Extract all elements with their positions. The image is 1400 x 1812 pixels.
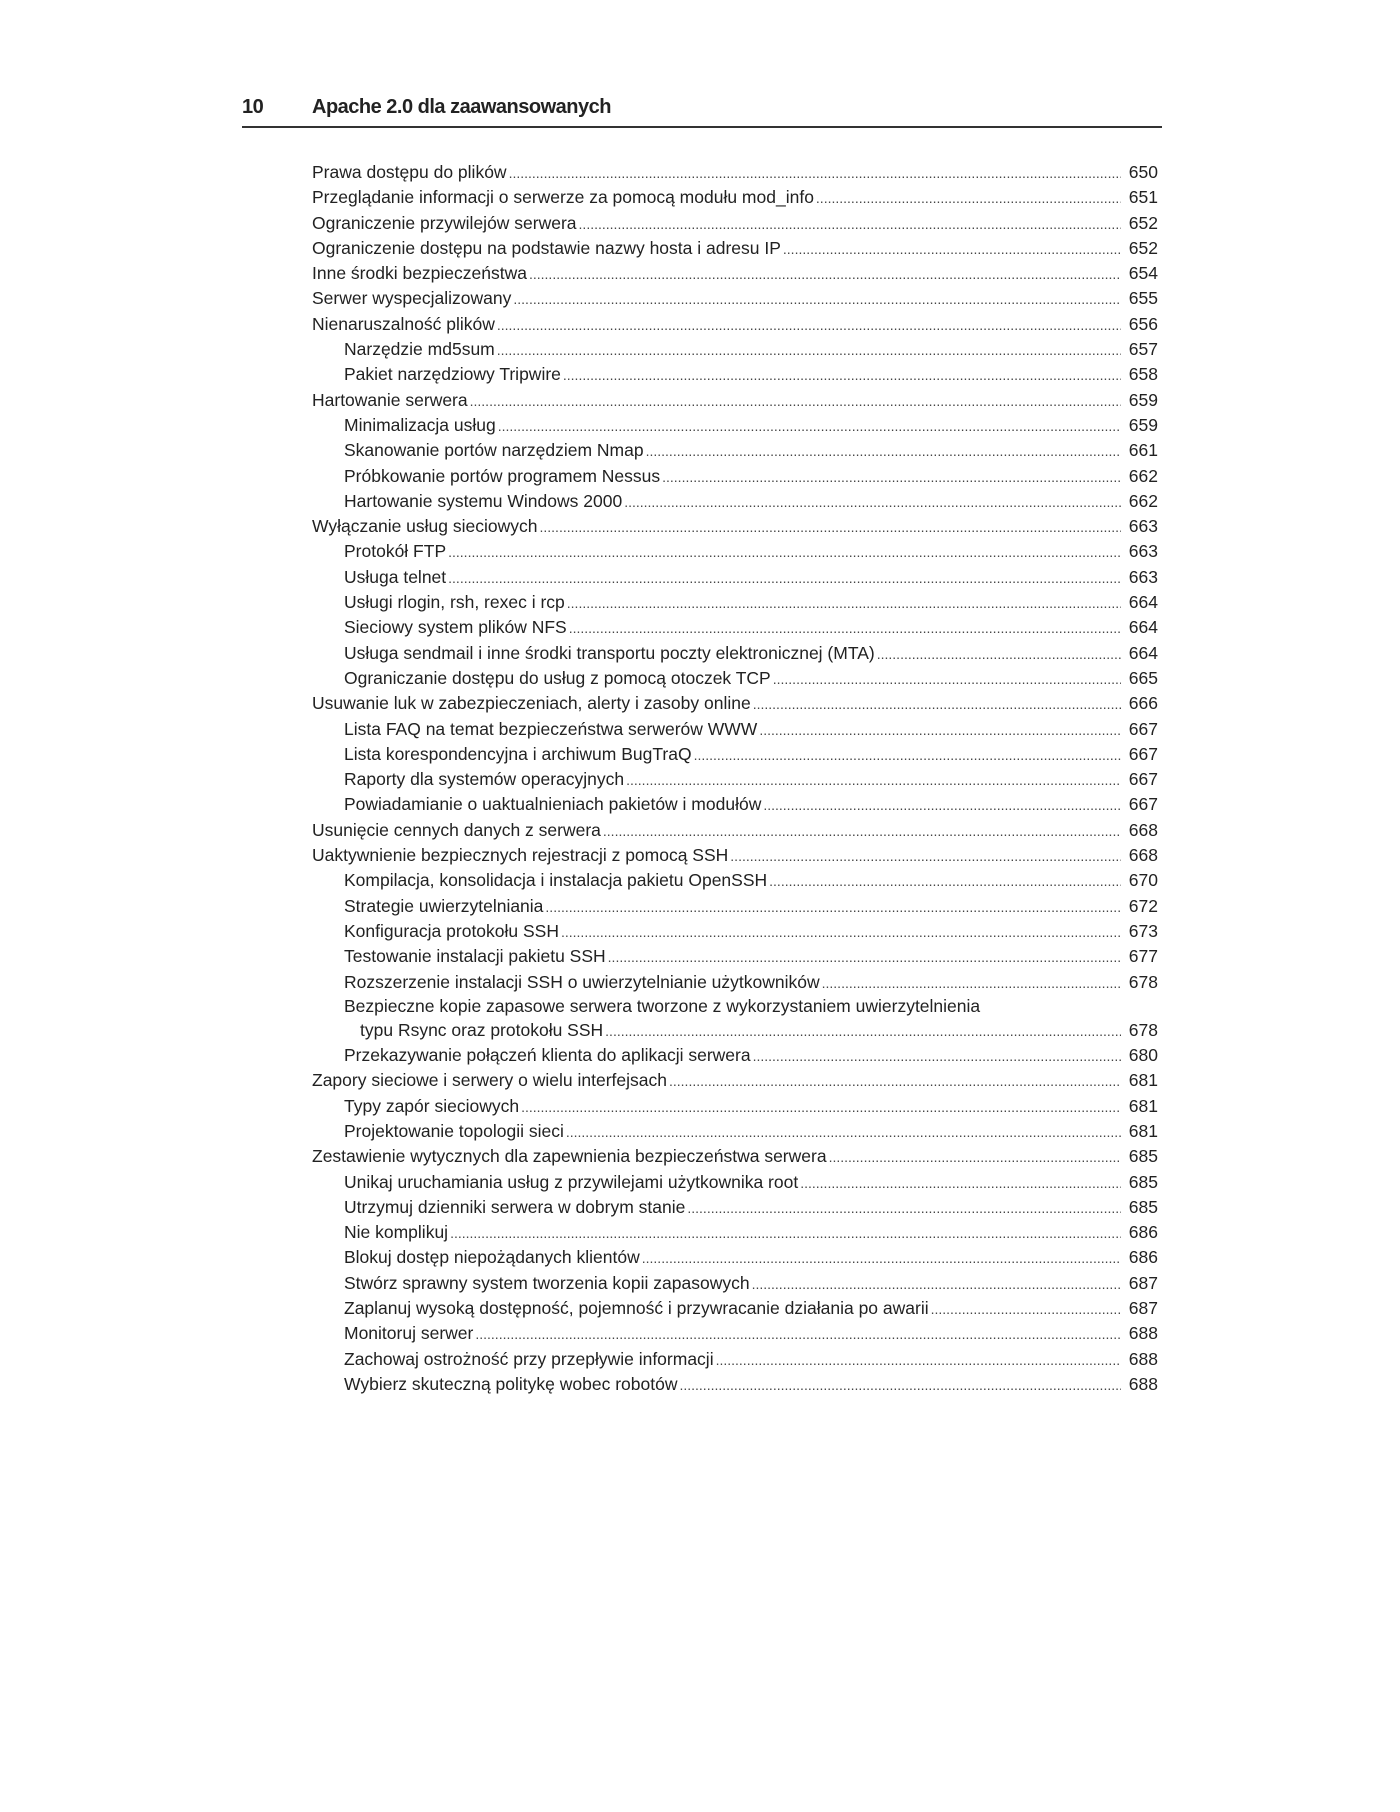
toc-entry-title: Ograniczenie dostępu na podstawie nazwy hosta i adresu IP: [312, 237, 781, 258]
toc-entry-title: Lista FAQ na temat bezpieczeństwa serwerów WWW: [344, 718, 758, 739]
toc-entry-page: 686: [1128, 1222, 1158, 1243]
dot-leader: [561, 919, 1121, 945]
toc-entry-title: Stwórz sprawny system tworzenia kopii zapasowych: [344, 1272, 750, 1293]
toc-entry-title: Ograniczenie przywilejów serwera: [312, 212, 577, 233]
toc-entry: [312, 742, 1158, 767]
toc-entry-page: 668: [1128, 845, 1158, 866]
toc-entry-page: 667: [1128, 743, 1158, 764]
dot-leader: [540, 514, 1122, 540]
dot-leader: [931, 1296, 1121, 1322]
dot-leader: [646, 438, 1121, 464]
toc-entry: [312, 717, 1158, 742]
toc-entry: [312, 1296, 1158, 1321]
toc-entry: [312, 1347, 1158, 1372]
dot-leader: [753, 691, 1121, 717]
toc-entry-page: 659: [1128, 389, 1158, 410]
toc-entry-title: Usuwanie luk w zabezpieczeniach, alerty i zasoby online: [312, 693, 751, 714]
toc-entry-title: Pakiet narzędziowy Tripwire: [344, 364, 561, 385]
toc-entry: [312, 792, 1158, 817]
toc-entry-page: 657: [1128, 339, 1158, 360]
dot-leader: [687, 1195, 1121, 1221]
toc-entry-title: Testowanie instalacji pakietu SSH: [344, 946, 606, 967]
toc-entry: [312, 1372, 1158, 1397]
dot-leader: [470, 388, 1121, 414]
toc-entry-title: Konfiguracja protokołu SSH: [344, 920, 559, 941]
dot-leader: [730, 843, 1121, 869]
running-header: [242, 94, 1162, 128]
toc-entry-title: Wyłączanie usług sieciowych: [312, 516, 538, 537]
toc-entry-title: Usługa telnet: [344, 566, 447, 587]
toc-entry: [312, 489, 1158, 514]
toc-entry: [312, 767, 1158, 792]
toc-entry: [312, 919, 1158, 944]
toc-entry-page: 661: [1128, 440, 1158, 461]
dot-leader: [603, 818, 1121, 844]
dot-leader: [545, 894, 1121, 920]
page-number: 10: [242, 96, 264, 118]
toc-entry-page: 678: [1128, 1019, 1158, 1040]
toc-entry-continuation: [344, 1018, 1158, 1043]
toc-entry-title: Zapory sieciowe i serwery o wielu interfejsach: [312, 1070, 667, 1091]
dot-leader: [579, 211, 1121, 237]
dot-leader: [800, 1170, 1121, 1196]
toc-entry-page: 664: [1128, 592, 1158, 613]
dot-leader: [450, 1220, 1121, 1246]
toc-entry-page: 673: [1128, 920, 1158, 941]
toc-entry-page: 685: [1128, 1171, 1158, 1192]
dot-leader: [497, 312, 1121, 338]
dot-leader: [566, 1119, 1121, 1145]
toc-entry-page: 688: [1128, 1373, 1158, 1394]
toc-entry: [312, 1245, 1158, 1270]
toc-entry-page: 659: [1128, 414, 1158, 435]
toc-entry-title: Uaktywnienie bezpiecznych rejestracji z pomocą SSH: [312, 845, 729, 866]
toc-entry-title: Rozszerzenie instalacji SSH o uwierzytelnianie użytkowników: [344, 971, 820, 992]
toc-entry-page: 651: [1128, 187, 1158, 208]
toc-entry-page: 662: [1128, 465, 1158, 486]
toc-entry-page: 652: [1128, 237, 1158, 258]
toc-entry-title: Przeglądanie informacji o serwerze za pomocą modułu mod_info: [312, 187, 814, 208]
dot-leader: [563, 362, 1121, 388]
toc-entry-page: 678: [1128, 971, 1158, 992]
toc-entry-title: Usługi rlogin, rsh, rexec i rcp: [344, 592, 565, 613]
toc-entry: [312, 286, 1158, 311]
toc-entry-page: 687: [1128, 1298, 1158, 1319]
toc-entry-page: 655: [1128, 288, 1158, 309]
toc-entry: [312, 312, 1158, 337]
toc-entry: [312, 590, 1158, 615]
dot-leader: [783, 236, 1121, 262]
toc-entry-page: 663: [1128, 566, 1158, 587]
dot-leader: [769, 868, 1121, 894]
toc-entry-title: Powiadamianie o uaktualnieniach pakietów i modułów: [344, 794, 762, 815]
dot-leader: [773, 666, 1121, 692]
toc-entry-page: 663: [1128, 516, 1158, 537]
toc-entry-page: 686: [1128, 1247, 1158, 1268]
toc-entry: [312, 641, 1158, 666]
toc-entry-page: 681: [1128, 1120, 1158, 1141]
toc-entry: [312, 1321, 1158, 1346]
toc-entry-title: Hartowanie serwera: [312, 389, 468, 410]
toc-entry-title: Strategie uwierzytelniania: [344, 895, 544, 916]
toc-entry: [312, 615, 1158, 640]
toc-entry-page: 677: [1128, 946, 1158, 967]
toc-entry: [312, 666, 1158, 691]
dot-leader: [509, 160, 1121, 186]
toc-entry: [312, 337, 1158, 362]
toc-entry-title: Minimalizacja usług: [344, 414, 496, 435]
dot-leader: [497, 337, 1121, 363]
toc-entry: [312, 185, 1158, 210]
toc-entry: [312, 1144, 1158, 1169]
toc-entry-page: 672: [1128, 895, 1158, 916]
toc-entry-page: 688: [1128, 1348, 1158, 1369]
dot-leader: [567, 590, 1121, 616]
toc-entry: [312, 868, 1158, 893]
toc-entry-title: Nienaruszalność plików: [312, 313, 495, 334]
dot-leader: [605, 1018, 1121, 1044]
dot-leader: [626, 767, 1121, 793]
toc-entry: [312, 1094, 1158, 1119]
toc-entry-title: Usunięcie cennych danych z serwera: [312, 819, 601, 840]
toc-entry-title: Narzędzie md5sum: [344, 339, 495, 360]
dot-leader: [716, 1347, 1121, 1373]
toc-entry: [312, 843, 1158, 868]
toc-entry: [312, 539, 1158, 564]
toc-entry-page: 668: [1128, 819, 1158, 840]
dot-leader: [608, 944, 1121, 970]
dot-leader: [763, 792, 1121, 818]
toc-entry-page: 685: [1128, 1196, 1158, 1217]
toc-entry-page: 666: [1128, 693, 1158, 714]
dot-leader: [448, 539, 1121, 565]
toc-entry-title: Usługa sendmail i inne środki transportu poczty elektronicznej (MTA): [344, 642, 875, 663]
toc-entry-title: Przekazywanie połączeń klienta do aplikacji serwera: [344, 1045, 751, 1066]
dot-leader: [752, 1271, 1121, 1297]
toc-entry-page: 658: [1128, 364, 1158, 385]
toc-entry-first-line: [344, 995, 1158, 1018]
toc-entry: [312, 1170, 1158, 1195]
dot-leader: [679, 1372, 1121, 1398]
toc-entry-page: 670: [1128, 870, 1158, 891]
toc-entry-title: Utrzymuj dzienniki serwera w dobrym stanie: [344, 1196, 686, 1217]
toc-entry-title: Ograniczanie dostępu do usług z pomocą otoczek TCP: [344, 667, 771, 688]
dot-leader: [669, 1068, 1121, 1094]
toc-entry-title: Blokuj dostęp niepożądanych klientów: [344, 1247, 640, 1268]
toc-entry-title: typu Rsync oraz protokołu SSH: [360, 1019, 604, 1040]
toc-entry-page: 685: [1128, 1146, 1158, 1167]
toc-entry: [312, 894, 1158, 919]
toc-entry-title: Typy zapór sieciowych: [344, 1095, 520, 1116]
toc-entry-title: Kompilacja, konsolidacja i instalacja pakietu OpenSSH: [344, 870, 768, 891]
toc-entry: [312, 211, 1158, 236]
dot-leader: [498, 413, 1121, 439]
dot-leader: [642, 1245, 1121, 1271]
toc-entry-page: 650: [1128, 162, 1158, 182]
toc-entry-page: 656: [1128, 313, 1158, 334]
dot-leader: [829, 1144, 1121, 1170]
dot-leader: [694, 742, 1121, 768]
toc-entry: [312, 691, 1158, 716]
toc-entry-title: Projektowanie topologii sieci: [344, 1120, 564, 1141]
toc-entry-title: Skanowanie portów narzędziem Nmap: [344, 440, 644, 461]
dot-leader: [759, 717, 1121, 743]
dot-leader: [513, 286, 1121, 312]
toc-entry-page: 681: [1128, 1070, 1158, 1091]
dot-leader: [475, 1321, 1121, 1347]
toc-entry-page: 687: [1128, 1272, 1158, 1293]
toc-entry: [312, 514, 1158, 539]
toc-entry: [312, 1271, 1158, 1296]
dot-leader: [816, 185, 1121, 211]
toc-entry-title: Monitoruj serwer: [344, 1323, 474, 1344]
toc-entry-page: 662: [1128, 490, 1158, 511]
toc-entry: [312, 160, 1158, 185]
toc-entry: [312, 1043, 1158, 1068]
toc-entry: [312, 944, 1158, 969]
toc-entry: [312, 413, 1158, 438]
toc-entry-page: 688: [1128, 1323, 1158, 1344]
toc-entry-page: 664: [1128, 642, 1158, 663]
toc-entry-page: 667: [1128, 718, 1158, 739]
toc-entry-title: Wybierz skuteczną politykę wobec robotów: [344, 1373, 678, 1394]
toc-entry: [312, 1220, 1158, 1245]
toc-entry-page: 665: [1128, 667, 1158, 688]
dot-leader: [662, 464, 1121, 490]
toc-entry: [312, 1068, 1158, 1093]
toc-entry-title: Sieciowy system plików NFS: [344, 617, 567, 638]
dot-leader: [624, 489, 1121, 515]
toc-entry-page: 654: [1128, 263, 1158, 284]
toc-entry-page: 680: [1128, 1045, 1158, 1066]
toc-entry: [312, 995, 1158, 1043]
toc-entry-title: Protokół FTP: [344, 541, 447, 562]
toc-entry-title: Raporty dla systemów operacyjnych: [344, 769, 625, 790]
toc-entry-title: Zachowaj ostrożność przy przepływie informacji: [344, 1348, 714, 1369]
toc-entry-title: Prawa dostępu do plików: [312, 162, 507, 182]
toc-entry: [312, 565, 1158, 590]
toc-entry-page: 664: [1128, 617, 1158, 638]
toc-entry-page: 663: [1128, 541, 1158, 562]
toc-entry: [312, 464, 1158, 489]
toc-entry: [312, 1119, 1158, 1144]
toc-entry-title: Zestawienie wytycznych dla zapewnienia bezpieczeństwa serwera: [312, 1146, 827, 1167]
toc-entry-page: 652: [1128, 212, 1158, 233]
toc-entry-page: 667: [1128, 794, 1158, 815]
dot-leader: [822, 970, 1121, 996]
book-title: Apache 2.0 dla zaawansowanych: [312, 96, 611, 118]
toc-entry-title: Serwer wyspecjalizowany: [312, 288, 512, 309]
toc-entry-title: Lista korespondencyjna i archiwum BugTraQ: [344, 743, 692, 764]
dot-leader: [877, 641, 1121, 667]
toc-entry-page: 667: [1128, 769, 1158, 790]
toc-entry-title: Próbkowanie portów programem Nessus: [344, 465, 661, 486]
toc-entry: [312, 970, 1158, 995]
toc-entry-title: Nie komplikuj: [344, 1222, 449, 1243]
toc-entry: [312, 236, 1158, 261]
toc-entry-title: Bezpieczne kopie zapasowe serwera tworzone z wykorzystaniem uwierzytelnienia: [344, 995, 981, 1016]
toc-entry-page: 681: [1128, 1095, 1158, 1116]
toc-entry: [312, 1195, 1158, 1220]
toc-entry: [312, 388, 1158, 413]
toc-entry-title: Unikaj uruchamiania usług z przywilejami użytkownika root: [344, 1171, 799, 1192]
toc-entry-title: Zaplanuj wysoką dostępność, pojemność i przywracanie działania po awarii: [344, 1298, 929, 1319]
dot-leader: [569, 615, 1121, 641]
dot-leader: [521, 1094, 1121, 1120]
toc-entry: [312, 261, 1158, 286]
table-of-contents: [312, 160, 1158, 1397]
dot-leader: [753, 1043, 1121, 1069]
toc-entry-title: Hartowanie systemu Windows 2000: [344, 490, 623, 511]
toc-entry: [312, 362, 1158, 387]
toc-entry: [312, 818, 1158, 843]
toc-entry: [312, 438, 1158, 463]
dot-leader: [448, 565, 1121, 591]
toc-entry-title: Inne środki bezpieczeństwa: [312, 263, 527, 284]
dot-leader: [529, 261, 1121, 287]
